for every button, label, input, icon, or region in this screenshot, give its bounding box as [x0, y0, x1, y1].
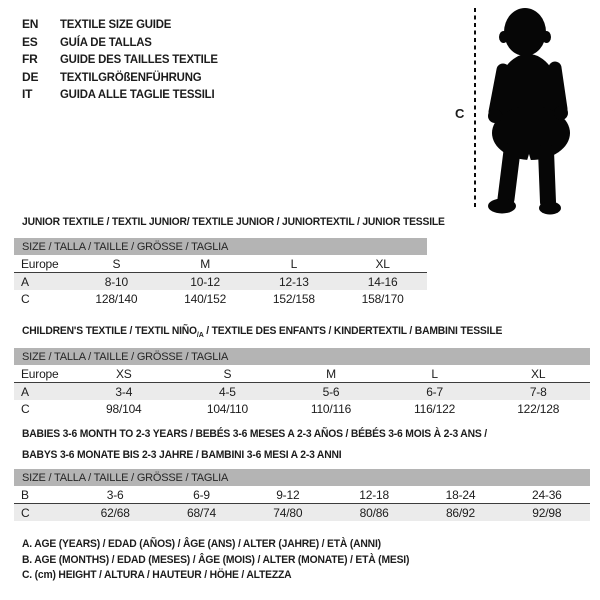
table-row — [14, 255, 427, 273]
size-header-bar: SIZE / TALLA / TAILLE / GRÖSSE / TAGLIA — [14, 238, 427, 255]
table-cell: 104/110 — [206, 401, 248, 416]
title-text: JUNIOR TEXTILE / TEXTIL JUNIOR/ TEXTILE JUNIOR / JUNIORTEXTIL / JUNIOR TESSILE — [22, 216, 445, 228]
table-cell: 128/140 — [95, 291, 138, 306]
title-text: BABYS 3-6 MONATE BIS 2-3 JAHRE / BAMBINI 3-6 MESI A 2-3 ANNI — [22, 449, 342, 461]
table-cell: S — [176, 365, 280, 383]
row-label: B — [14, 486, 72, 504]
table-cell: 62/68 — [72, 504, 158, 522]
language-row — [22, 69, 226, 87]
table-row — [14, 400, 590, 417]
table-cell: M — [161, 255, 250, 273]
row-label: C — [14, 504, 72, 522]
table-cell: L — [250, 255, 339, 273]
table-row — [14, 365, 590, 383]
children-size-table — [14, 348, 590, 417]
title-text: CHILDREN'S TEXTILE / TEXTIL NIÑO — [22, 325, 197, 337]
language-label: TEXTILGRÖßENFÜHRUNG — [60, 69, 202, 84]
footnote: C. (cm) HEIGHT / ALTURA / HAUTEUR / HÖHE / ALTEZZA — [22, 569, 292, 581]
table-cell: 7-8 — [486, 383, 590, 401]
language-label: GUIDA ALLE TAGLIE TESSILI — [60, 87, 215, 101]
table-cell: 4-5 — [176, 383, 280, 401]
table-cell: 18-24 — [417, 486, 503, 504]
table-cell: XL — [338, 255, 427, 273]
table-row — [14, 383, 590, 401]
row-label: A — [14, 383, 72, 401]
section-title-block — [14, 424, 590, 466]
section-childrens-textile — [14, 325, 590, 417]
title-text: BABIES 3-6 MONTH TO 2-3 YEARS / BEBÉS 3-6 MESES A 2-3 AÑOS / BÉBÉS 3-6 MOIS À 2-3 ANS / — [22, 428, 487, 440]
table-cell: 24-36 — [504, 486, 590, 504]
size-header-bar: SIZE / TALLA / TAILLE / GRÖSSE / TAGLIA — [14, 469, 590, 486]
language-row — [22, 86, 226, 104]
table-row — [14, 486, 590, 504]
table-cell: 12-18 — [331, 486, 417, 504]
height-measure-dotted-line — [474, 8, 476, 208]
row-label: Europe — [14, 365, 72, 383]
height-label-c: C — [455, 106, 465, 121]
babies-size-table — [14, 469, 590, 521]
section-title-block — [14, 216, 445, 229]
section-title-block — [14, 325, 590, 338]
language-row — [22, 16, 226, 34]
size-header-row — [14, 469, 590, 486]
row-label: Europe — [14, 255, 72, 273]
table-cell: 8-10 — [72, 273, 161, 291]
table-cell: 5-6 — [279, 383, 383, 401]
table-cell: 140/152 — [184, 291, 227, 306]
table-cell: 3-6 — [72, 486, 158, 504]
table-cell: 158/170 — [361, 291, 404, 306]
footnotes — [22, 537, 434, 584]
table-row — [14, 290, 427, 307]
table-cell: 6-9 — [158, 486, 244, 504]
section-title-line — [22, 445, 556, 466]
table-cell: 12-13 — [250, 273, 339, 291]
table-cell: 3-4 — [72, 383, 176, 401]
table-cell: S — [72, 255, 161, 273]
table-cell: 92/98 — [504, 504, 590, 522]
section-junior-textile — [14, 216, 445, 307]
language-row — [22, 51, 226, 69]
table-cell: 80/86 — [331, 504, 417, 522]
language-row — [22, 34, 226, 52]
row-label: A — [14, 273, 72, 291]
section-title-line — [22, 424, 556, 445]
size-header-row — [14, 238, 427, 255]
baby-silhouette-icon — [486, 6, 588, 216]
language-code: EN — [22, 17, 39, 31]
size-header-bar: SIZE / TALLA / TAILLE / GRÖSSE / TAGLIA — [14, 348, 590, 365]
junior-size-table — [14, 238, 427, 307]
table-cell: 74/80 — [245, 504, 331, 522]
language-list — [22, 16, 226, 104]
table-cell: M — [279, 365, 383, 383]
table-cell: 116/122 — [414, 401, 456, 416]
row-label: C — [21, 291, 30, 306]
table-row — [14, 273, 427, 291]
table-cell: 6-7 — [383, 383, 487, 401]
section-title-line — [22, 216, 445, 229]
row-label: C — [21, 401, 30, 416]
language-code: IT — [22, 87, 33, 101]
section-title-line — [22, 325, 556, 338]
table-cell: 98/104 — [106, 401, 142, 416]
table-cell: 14-16 — [338, 273, 427, 291]
table-cell: 10-12 — [161, 273, 250, 291]
table-cell: 9-12 — [245, 486, 331, 504]
title-text: / TEXTILE DES ENFANTS / KINDERTEXTIL / BAMBINI TESSILE — [203, 325, 503, 337]
language-label: GUIDE DES TAILLES TEXTILE — [60, 52, 218, 66]
table-cell: 68/74 — [158, 504, 244, 522]
footnote: A. AGE (YEARS) / EDAD (AÑOS) / ÂGE (ANS) / ALTER (JAHRE) / ETÀ (ANNI) — [22, 538, 381, 550]
section-babies-textile — [14, 424, 590, 521]
size-header-row — [14, 348, 590, 365]
table-cell: 122/128 — [517, 401, 560, 416]
language-code: ES — [22, 34, 38, 49]
table-cell: XS — [72, 365, 176, 383]
language-label: TEXTILE SIZE GUIDE — [60, 17, 172, 31]
table-cell: 152/158 — [272, 291, 315, 306]
table-cell: XL — [486, 365, 590, 383]
language-label: GUÍA DE TALLAS — [60, 34, 152, 49]
table-cell: 110/116 — [310, 401, 352, 416]
table-cell: 86/92 — [417, 504, 503, 522]
table-row — [14, 504, 590, 522]
language-code: FR — [22, 52, 38, 66]
footnote: B. AGE (MONTHS) / EDAD (MESES) / ÂGE (MOIS) / ALTER (MONATE) / ETÀ (MESI) — [22, 553, 410, 566]
language-code: DE — [22, 69, 39, 84]
title-subscript: /A — [196, 330, 204, 340]
table-cell: L — [383, 365, 487, 383]
